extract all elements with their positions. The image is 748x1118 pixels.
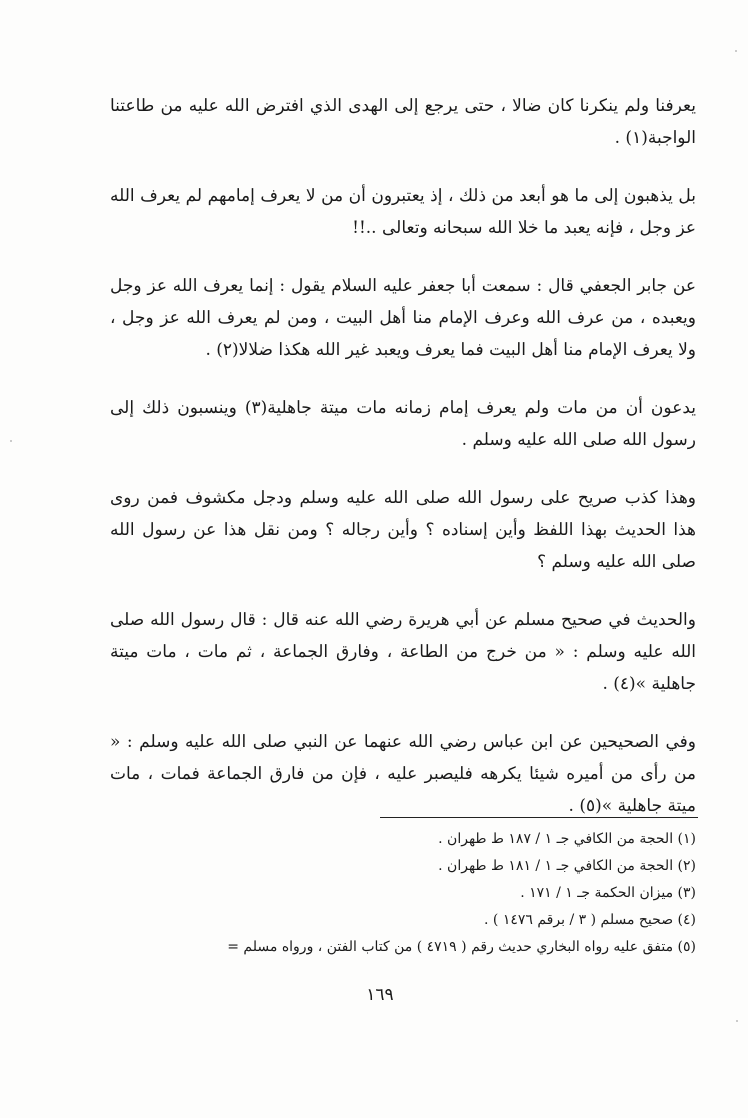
scan-speck: [736, 1020, 738, 1022]
paragraph: وهذا كذب صريح على رسول الله صلى الله عليه وسلم ودجل مكشوف فمن روى هذا الحديث بهذا اللفظ وأين إسناده ؟ وأين رجاله ؟ ومن نقل هذا عن رسول الله صلى الله عليه وسلم ؟: [110, 488, 696, 572]
scan-speck: [10, 440, 12, 442]
main-text: [110, 90, 696, 848]
paragraph: عن جابر الجعفي قال : سمعت أبا جعفر عليه السلام يقول : إنما يعرف الله عز وجل ويعبده ، من عرف الله وعرف الإمام منا أهل البيت ، ومن لم يعرف الله عز وجل ، ولا يعرف الإمام منا أهل البيت فما يعرف ويعبد غير الله هكذا ضلالا(٢) .: [110, 276, 696, 360]
footnote-divider: [380, 817, 698, 818]
footnote: (٣) ميزان الحكمة جـ ١ / ١٧١ .: [520, 885, 696, 901]
footnote: (٢) الحجة من الكافي جـ ١ / ١٨١ ط طهران .: [438, 858, 696, 874]
paragraph: بل يذهبون إلى ما هو أبعد من ذلك ، إذ يعتبرون أن من لا يعرف إمامهم لم يعرف الله عز وجل ، فإنه يعبد ما خلا الله سبحانه وتعالى ..!!: [110, 186, 696, 238]
footnote: (٥) متفق عليه رواه البخاري حديث رقم ( ٤٧١٩ ) من كتاب الفتن ، ورواه مسلم =: [227, 939, 696, 955]
paragraph: يعرفنا ولم ينكرنا كان ضالا ، حتى يرجع إلى الهدى الذي افترض الله عليه من طاعتنا الواجبة(١) .: [110, 96, 696, 148]
page-number: ١٦٩: [366, 985, 394, 1005]
footnote: (٤) صحيح مسلم ( ٣ / برقم ١٤٧٦ ) .: [484, 912, 696, 928]
paragraph: وفي الصحيحين عن ابن عباس رضي الله عنهما عن النبي صلى الله عليه وسلم : « من رأى من أميره شيئا يكرهه فليصبر عليه ، فإن من فارق الجماعة فمات ، مات ميتة جاهلية »(٥) .: [110, 732, 696, 816]
footnote: (١) الحجة من الكافي جـ ١ / ١٨٧ ط طهران .: [438, 831, 696, 847]
paragraph: والحديث في صحيح مسلم عن أبي هريرة رضي الله عنه قال : قال رسول الله صلى الله عليه وسلم : « من خرج من الطاعة ، وفارق الجماعة ، ثم مات ، مات ميتة جاهلية »(٤) .: [110, 610, 696, 694]
paragraph: يدعون أن من مات ولم يعرف إمام زمانه مات ميتة جاهلية(٣) وينسبون ذلك إلى رسول الله صلى الله عليه وسلم .: [110, 398, 696, 450]
scan-speck: [735, 50, 737, 52]
footnotes-section: [110, 826, 696, 961]
